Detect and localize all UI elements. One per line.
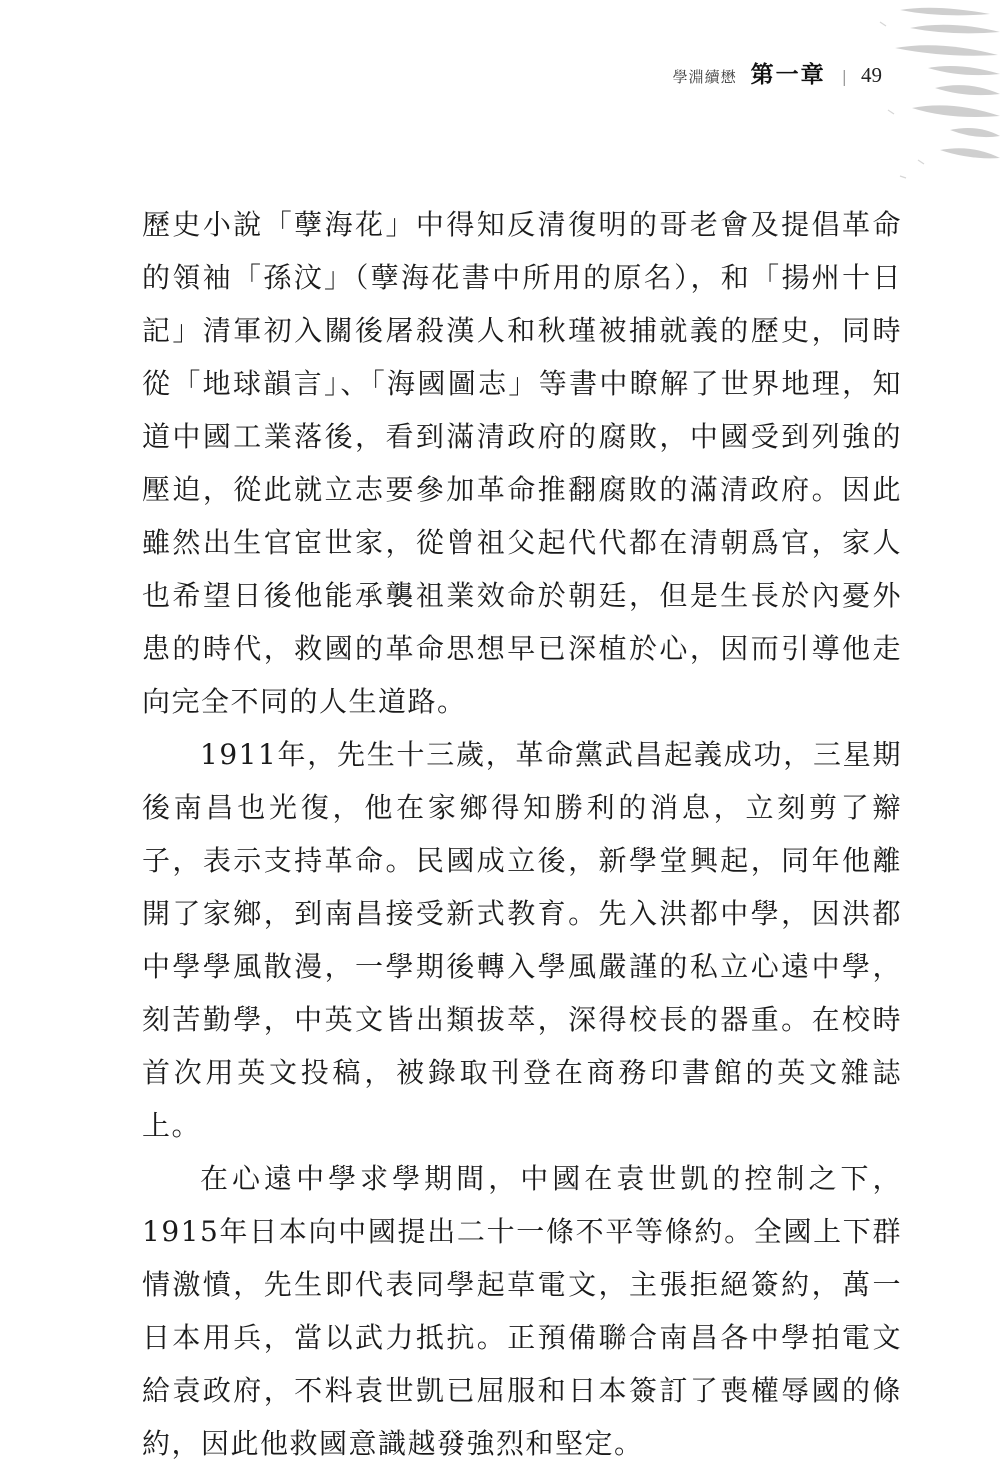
body-text: [142, 198, 902, 1470]
page-number: 49: [861, 63, 882, 87]
paragraph-1: 歷史小說「孽海花」中得知反清復明的哥老會及提倡革命的領袖「孫汶」（孽海花書中所用的原名），和「揚州十日記」清軍初入關後屠殺漢人和秋瑾被捕就義的歷史，同時從「地球韻言」、「海國圖志」等書中瞭解了世界地理，知道中國工業落後，看到滿清政府的腐敗，中國受到列強的壓迫，從此就立志要參加革命推翻腐敗的滿清政府。因此雖然出生官宦世家，從曾祖父起代代都在清朝爲官，家人也希望日後他能承襲祖業效命於朝廷，但是生長於內憂外患的時代，救國的革命思想早已深植於心，因而引導他走向完全不同的人生道路。: [142, 208, 902, 718]
header-separator: |: [841, 67, 847, 86]
bamboo-leaves-icon: [840, 0, 1000, 190]
paragraph-2: 1911年，先生十三歲，革命黨武昌起義成功，三星期後南昌也光復，他在家鄉得知勝利的消息，立刻剪了辮子，表示支持革命。民國成立後，新學堂興起，同年他離開了家鄉，到南昌接受新式教育。先入洪都中學，因洪都中學學風散漫，一學期後轉入學風嚴謹的私立心遠中學，刻苦勤學，中英文皆出類拔萃，深得校長的器重。在校時首次用英文投稿，被錄取刊登在商務印書館的英文雜誌上。: [142, 738, 902, 1142]
chapter-title: 第一章: [750, 61, 826, 88]
running-header: [673, 56, 882, 89]
paragraph-3: 在心遠中學求學期間，中國在袁世凱的控制之下，1915年日本向中國提出二十一條不平等條約。全國上下群情激憤，先生即代表同學起草電文，主張拒絕簽約，萬一日本用兵，當以武力抵抗。正預備聯合南昌各中學拍電文給袁政府，不料袁世凱已屈服和日本簽訂了喪權辱國的條約，因此他救國意識越發強烈和堅定。: [142, 1162, 902, 1460]
book-title: 學淵續懋: [672, 68, 737, 86]
